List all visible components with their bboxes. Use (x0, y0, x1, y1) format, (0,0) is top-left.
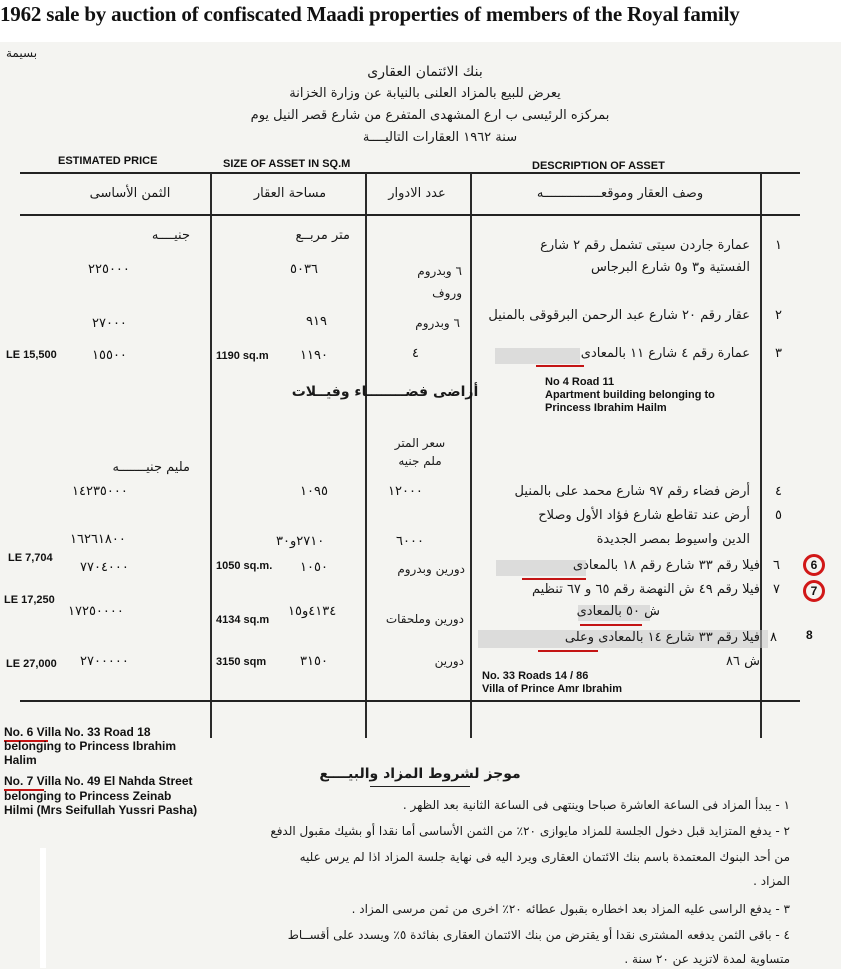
row-size: ١٠٥٠ (300, 560, 328, 575)
col-header-price-en: ESTIMATED PRICE (58, 155, 158, 167)
bank-name: بنك الائتمان العقارى (367, 64, 483, 80)
villa6-note-line3: Halim (4, 753, 37, 767)
row-desc: عمارة جاردن سيتى تشمل رقم ٢ شارع (540, 238, 750, 253)
table-bottom-rule (20, 700, 800, 702)
row-desc: أرض فضاء رقم ٩٧ شارع محمد على بالمنيل (514, 484, 750, 499)
row-number: ٢ (775, 308, 782, 323)
row-price: ٢٧٠٠٠٠٠ (80, 654, 129, 669)
row-size: ٤١٣٤و١٥ (288, 604, 337, 619)
col-divider-1 (210, 173, 212, 738)
row-desc: أرض عند تقاطع شارع فؤاد الأول وصلاح (538, 508, 750, 523)
row-desc: عقار رقم ٢٠ شارع عبد الرحمن البرقوقى بالمنيل (488, 308, 750, 323)
unit-currency: جنيــــه (151, 228, 190, 243)
col-header-floors-ar: عدد الادوار (388, 186, 446, 201)
row-desc: عمارة رقم ٤ شارع ١١ بالمعادى (580, 346, 750, 361)
villa6-note-line2: belonging to Princess Ibrahim (4, 739, 177, 753)
row-floors: دورين وبدروم (397, 562, 465, 576)
row-size: ٢٧١٠و٣٠ (276, 534, 325, 549)
col-header-desc-en: DESCRIPTION OF ASSET (532, 160, 665, 172)
row-price: ١٧٢٥٠٠٠٠ (68, 604, 124, 619)
row-price-en: LE 27,000 (6, 658, 57, 670)
col-header-size-en: SIZE OF ASSET IN SQ.M (223, 158, 351, 170)
row-size: ٣١٥٠ (300, 654, 328, 669)
col-header-size-ar: مساحة العقار (253, 186, 327, 201)
header-line-2: يعرض للبيع بالمزاد العلنى بالنيابة عن وزارة الخزانة (289, 86, 561, 101)
row-size: ٩١٩ (306, 314, 327, 329)
col-header-desc-ar: وصف العقار وموقعـــــــــــــــه (536, 186, 704, 201)
conditions-underline (370, 786, 470, 787)
row-floors: دورين (434, 654, 464, 668)
col-divider-3 (470, 173, 472, 738)
villa7-note-line2: belonging to Princess Zeinab (4, 789, 172, 803)
condition-1: ١ - يبدأ المزاد فى الساعة العاشرة صباحا وينتهى فى الساعة الثانية بعد الظهر . (402, 798, 790, 812)
row-price: ٢٢٥٠٠٠ (88, 262, 130, 277)
row-price: ٢٧٠٠٠ (92, 316, 127, 331)
row-floors: ٦ وبدروم (417, 264, 462, 278)
table-top-rule (20, 172, 800, 174)
circled-number-7: 7 (803, 580, 825, 602)
row-number: ٦ (773, 558, 780, 573)
conditions-title: موجز لشروط المزاد والبيــــع (319, 766, 521, 782)
row-desc: فيلا رقم ٣٣ شارع ١٤ بالمعادى وعلى (564, 630, 760, 645)
scanned-document (0, 42, 841, 969)
red-underline (522, 578, 586, 580)
row-desc-cont: ش ٨٦ (726, 654, 760, 669)
row-size-en: 1050 sq.m. (216, 560, 273, 572)
row8-marker: 8 (806, 628, 813, 642)
row-price: ٧٧٠٤٠٠٠ (80, 560, 129, 575)
row-price: ١٤٢٣٥٠٠٠ (72, 484, 128, 499)
red-underline (580, 624, 642, 626)
condition-2-end: المزاد . (753, 874, 790, 888)
row-size-en: 4134 sq.m (216, 614, 270, 626)
row-number: ٥ (775, 508, 782, 523)
condition-3: ٣ - يدفع الراسى عليه المزاد بعد اخطاره بقبول عطائه ٢٠٪ اخرى من ثمن مرسى المزاد . (351, 902, 790, 916)
row-number: ٤ (775, 484, 782, 499)
col-header-price-ar: الثمن الأساسى (89, 186, 171, 201)
header-line-4: سنة ١٩٦٢ العقارات التاليــــة (362, 130, 518, 145)
condition-4: ٤ - باقى الثمن يدفعه المشترى نقدا أو يقترض من بنك الائتمان العقارى بفائدة ٥٪ ويسدد على أقســاط (287, 928, 790, 942)
row-number: ٨ (770, 630, 777, 645)
row-desc-cont: ش ٥٠ بالمعادى (576, 604, 660, 619)
row-desc-cont: الدين واسيوط بمصر الجديدة (596, 532, 750, 547)
row-floors-cont: وروف (432, 286, 462, 300)
page-title: 1962 sale by auction of confiscated Maadi properties of members of the Royal family (0, 2, 740, 26)
row-size: ١١٩٠ (300, 348, 328, 363)
villa7-note-line1: No. 7 Villa No. 49 El Nahda Street (4, 774, 193, 788)
row-desc-cont: الفستية و٣ و٥ شارع البرجاس (590, 260, 750, 275)
scan-artifact (40, 848, 46, 968)
row-number: ١ (775, 238, 782, 253)
col-divider-2 (365, 173, 367, 738)
subheader-meter-unit: ملم جنيه (398, 454, 442, 468)
note-row3-line1: No 4 Road 11 (545, 376, 615, 388)
row-desc: فيلا رقم ٣٣ شارع رقم ١٨ بالمعادى (572, 558, 760, 573)
row-floors: ٦ وبدروم (415, 316, 460, 330)
note-row8-line2: Villa of Prince Amr Ibrahim (482, 683, 622, 695)
section-heading: أراضى فضــــــــاء وفيــلات (291, 384, 479, 400)
red-underline (536, 365, 584, 367)
row-floors: ١٢٠٠٠ (388, 484, 423, 499)
subheader-price-unit: مليم جنيـــــــه (112, 460, 190, 475)
row-price-en: LE 7,704 (8, 552, 53, 564)
subheader-meter-price: سعر المتر (394, 436, 446, 450)
row-price-en: LE 17,250 (4, 594, 55, 606)
row-floors: دورين وملحقات (385, 612, 464, 626)
condition-4-cont: متساوية لمدة لاتزيد عن ٢٠ سنة . (624, 952, 790, 966)
condition-2: ٢ - يدفع المتزايد قبل دخول الجلسة للمزاد مايوازى ٢٠٪ من الثمن الأساسى أما نقدا أو بشيك مقبول الدفع (270, 824, 790, 838)
row-price: ١٥٥٠٠ (92, 348, 127, 363)
col-divider-4 (760, 173, 762, 738)
note-row3-line3: Princess Ibrahim Hailm (545, 402, 667, 414)
header-bottom-rule (20, 214, 800, 216)
note-row3-line2: Apartment building belonging to (545, 389, 715, 401)
row-floors: ٤ (412, 346, 419, 361)
row-number: ٧ (773, 582, 780, 597)
condition-2-cont: من أحد البنوك المعتمدة باسم بنك الائتمان العقارى ويرد اليه فى نهاية جلسة المزاد اذا لم يرس عليه (299, 850, 790, 864)
header-line-3: بمركزه الرئيسى ب ارع المشهدى المتفرع من شارع قصر النيل يوم (250, 108, 610, 123)
villa7-note-line3: Hilmi (Mrs Seifullah Yussri Pasha) (4, 803, 198, 817)
row-size: ١٠٩٥ (300, 484, 328, 499)
villa6-note-line1: No. 6 Villa No. 33 Road 18 (4, 725, 151, 739)
top-word: بسيمة (6, 46, 38, 60)
row-size-en: 3150 sqm (216, 656, 267, 668)
row-number: ٣ (775, 346, 782, 361)
row-price: ١٦٢٦١٨٠٠ (70, 532, 126, 547)
note-row8-line1: No. 33 Roads 14 / 86 (482, 670, 589, 682)
row-size: ٥٠٣٦ (290, 262, 318, 277)
unit-sqm: متر مربــع (295, 228, 350, 243)
row-size-en: 1190 sq.m (216, 350, 269, 362)
red-underline (538, 650, 598, 652)
row-desc: فيلا رقم ٤٩ ش النهضة رقم ٦٥ و ٦٧ تنظيم (532, 582, 760, 597)
circled-number-6: 6 (803, 554, 825, 576)
row-price-en: LE 15,500 (6, 349, 57, 361)
row-floors: ٦٠٠٠ (396, 534, 424, 549)
